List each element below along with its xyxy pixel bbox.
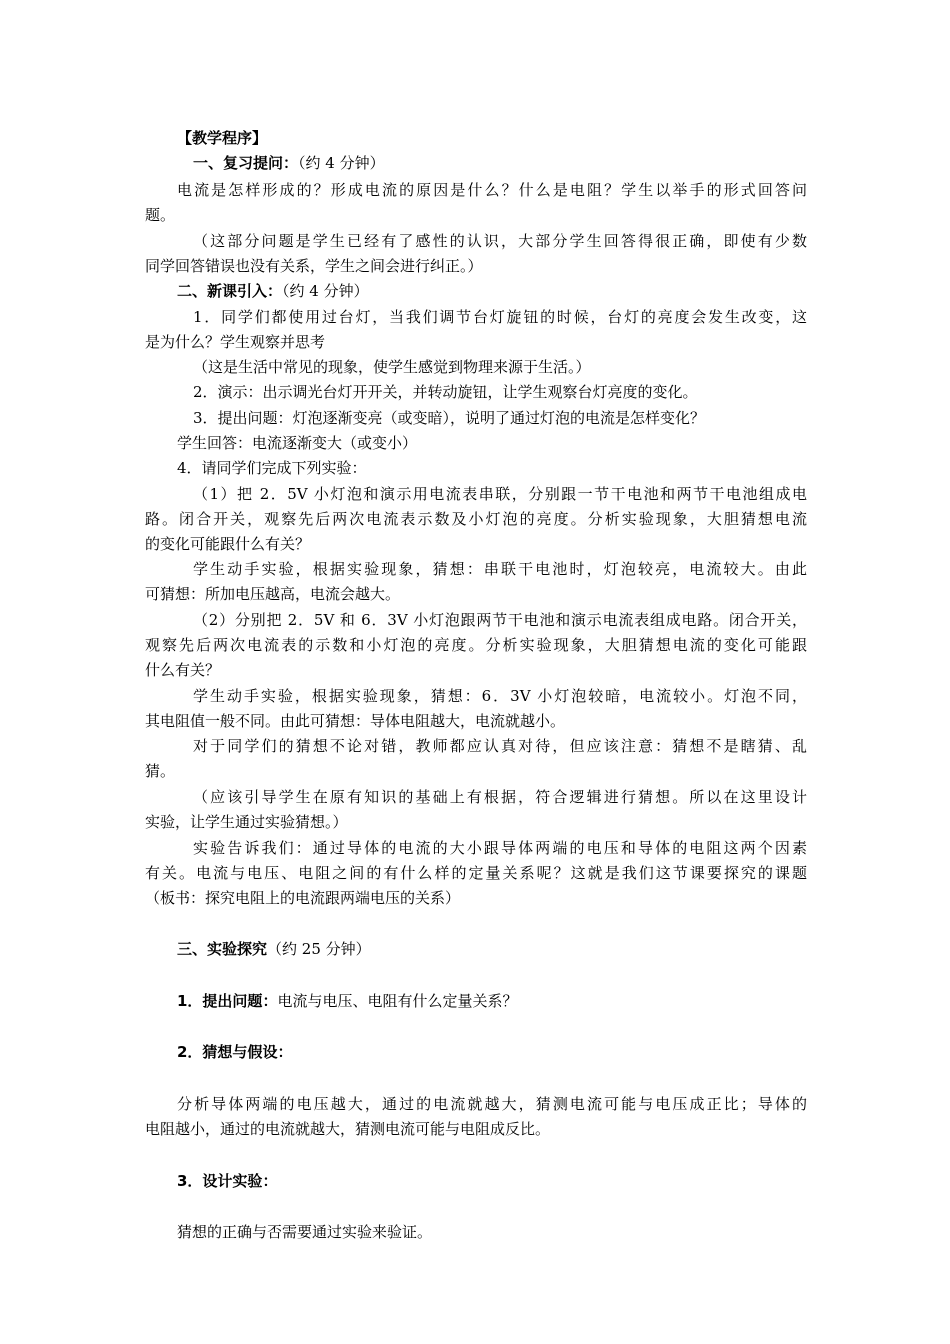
paragraph: 题。: [145, 206, 176, 224]
experiment-title: 三、实验探究: [177, 940, 268, 958]
paragraph: 电流是怎样形成的？形成电流的原因是什么？什么是电阻？学生以举手的形式回答问: [177, 181, 807, 199]
paragraph: 的变化可能跟什么有关？: [145, 535, 311, 553]
paragraph: 实验，让学生通过实验猜想。）: [145, 813, 348, 831]
paragraph: 路。闭合开关，观察先后两次电流表示数及小灯泡的亮度。分析实验现象，大胆猜想电流: [145, 510, 807, 528]
paragraph: 学生回答：电流逐渐变大（或变小）: [177, 434, 418, 452]
paragraph: （板书：探究电阻上的电流跟两端电压的关系）: [145, 889, 461, 907]
paragraph: 同学回答错误也没有关系，学生之间会进行纠正。）: [145, 257, 483, 275]
paragraph: 可猜想：所加电压越高，电流会越大。: [145, 585, 401, 603]
paragraph: 实验告诉我们：通过导体的电流的大小跟导体两端的电压和导体的电阻这两个因素: [193, 839, 807, 857]
paragraph: 分析导体两端的电压越大，通过的电流就越大，猜测电流可能与电压成正比；导体的: [177, 1095, 807, 1113]
paragraph: 猜想的正确与否需要通过实验来验证。: [177, 1223, 433, 1241]
hypothesis-label: 2．猜想与假设：: [177, 1043, 293, 1061]
paragraph: 学生动手实验，根据实验现象，猜想：串联干电池时，灯泡较亮，电流较大。由此: [193, 560, 807, 578]
paragraph: 对于同学们的猜想不论对错，教师都应认真对待，但应该注意：猜想不是瞎猜、乱: [193, 737, 807, 755]
design-label: 3．设计实验：: [177, 1172, 278, 1190]
paragraph: 3．提出问题：灯泡逐渐变亮（或变暗），说明了通过灯泡的电流是怎样变化？: [193, 409, 706, 427]
paragraph: 有关。电流与电压、电阻之间的有什么样的定量关系呢？这就是我们这节课要探究的课题: [145, 864, 807, 882]
paragraph: 4．请同学们完成下列实验：: [177, 459, 367, 477]
paragraph: 什么有关？: [145, 661, 221, 679]
paragraph: （应该引导学生在原有知识的基础上有根据，符合逻辑进行猜想。所以在这里设计: [193, 788, 807, 806]
review-title: 一、复习提问：: [193, 154, 299, 172]
experiment-heading-line: [177, 939, 371, 959]
paragraph: 电阻越小，通过的电流就越大，猜测电流可能与电阻成反比。: [145, 1120, 551, 1138]
paragraph: （1）把 2．5V 小灯泡和演示用电流表串联，分别跟一节干电池和两节干电池组成电: [193, 485, 807, 503]
paragraph: 学生动手实验，根据实验现象，猜想：6．3V 小灯泡较暗，电流较小。灯泡不同，: [193, 687, 807, 705]
question-label: 1．提出问题：: [177, 992, 278, 1010]
review-time: （约 4 分钟）: [298, 154, 385, 172]
question-text: 电流与电压、电阻有什么定量关系？: [277, 992, 518, 1010]
experiment-time: （约 25 分钟）: [267, 940, 371, 958]
section-heading: 【教学程序】: [177, 129, 268, 147]
paragraph: （这是生活中常见的现象，使学生感觉到物理来源于生活。）: [193, 358, 591, 376]
question-line: [177, 991, 517, 1011]
paragraph: 是为什么？学生观察并思考: [145, 333, 326, 351]
intro-heading-line: [177, 281, 369, 301]
review-heading-line: [193, 153, 385, 173]
paragraph: 猜。: [145, 762, 176, 780]
intro-time: （约 4 分钟）: [282, 282, 369, 300]
paragraph: 1．同学们都使用过台灯，当我们调节台灯旋钮的时候，台灯的亮度会发生改变，这: [193, 308, 807, 326]
paragraph: （这部分问题是学生已经有了感性的认识，大部分学生回答得很正确，即使有少数: [193, 232, 807, 250]
intro-title: 二、新课引入：: [177, 282, 283, 300]
paragraph: 观察先后两次电流表的示数和小灯泡的亮度。分析实验现象，大胆猜想电流的变化可能跟: [145, 636, 807, 654]
paragraph: （2）分别把 2．5V 和 6．3V 小灯泡跟两节干电池和演示电流表组成电路。闭合开关，: [193, 611, 807, 629]
paragraph: 2．演示：出示调光台灯开开关，并转动旋钮，让学生观察台灯亮度的变化。: [193, 383, 698, 401]
paragraph: 其电阻值一般不同。由此可猜想：导体电阻越大，电流就越小。: [145, 712, 566, 730]
